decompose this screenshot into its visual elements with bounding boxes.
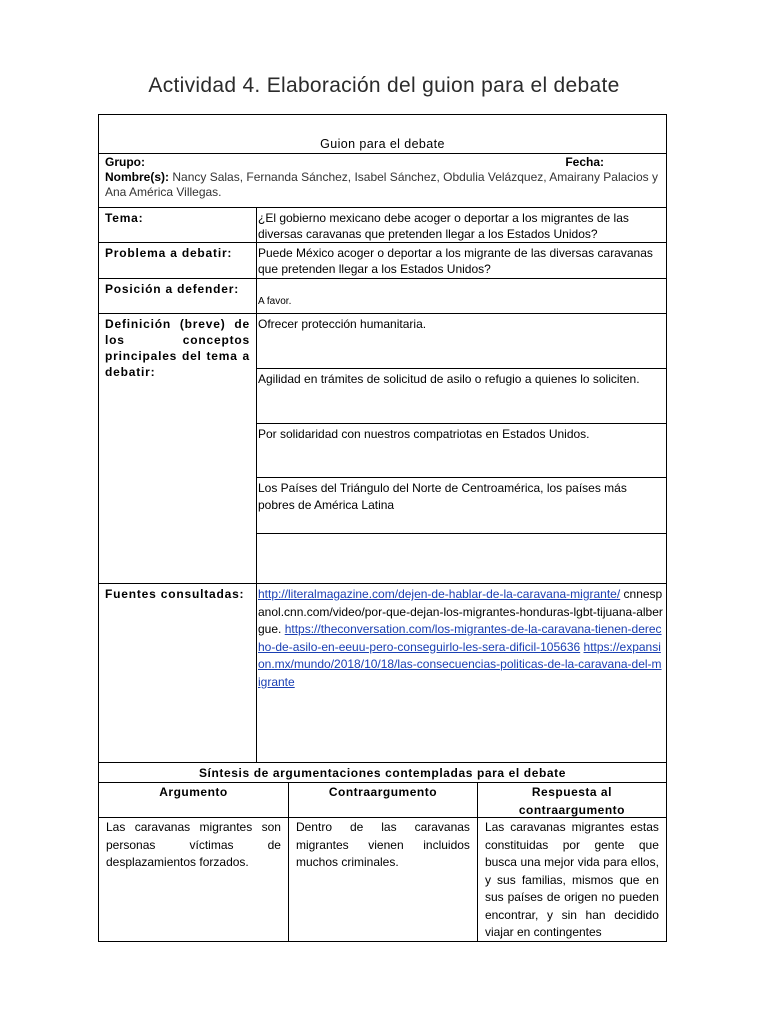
source-link-1[interactable]: http://literalmagazine.com/dejen-de-hablar-de-la-caravana-migrante/ — [258, 587, 621, 601]
debate-script-table — [98, 114, 667, 942]
respuesta-cell: Las caravanas migrantes estas constituidas por gente que busca una mejor vida para ellos, y sus familias, mismos que en sus países de origen no pueden encontrar, y sin han decidido viajar en contingentes — [477, 818, 666, 941]
source-link-2[interactable]: https://theconversation.com/los-migrantes-de-la-caravana-tienen-derecho-de-asilo-en-eeuu-pero-conseguirlo-les-sera-dificil-105636 — [258, 622, 662, 654]
definicion-list — [257, 314, 666, 583]
col-header-respuesta: Respuesta al contraargumento — [477, 783, 666, 817]
posicion-label: Posición a defender: — [99, 279, 257, 313]
problema-value: Puede México acoger o deportar a los migrante de las diversas caravanas que pretenden llegar a los Estados Unidos? — [258, 246, 653, 276]
definicion-item-3: Por solidaridad con nuestros compatriotas en Estados Unidos. — [257, 423, 666, 477]
sintesis-content-row — [99, 817, 666, 941]
fecha-label: Fecha: — [565, 155, 604, 169]
definicion-item-4: Los Países del Triángulo del Norte de Centroamérica, los países más pobres de América Latina — [257, 477, 666, 533]
definicion-item-1: Ofrecer protección humanitaria. — [258, 317, 427, 331]
posicion-row — [99, 278, 666, 313]
tema-value: ¿El gobierno mexicano debe acoger o deportar a los migrantes de las diversas caravanas que pretenden llegar a los Estados Unidos? — [258, 211, 629, 241]
problema-row — [99, 242, 666, 278]
col-header-contraargumento: Contraargumento — [288, 783, 477, 817]
contraargumento-cell: Dentro de las caravanas migrantes vienen incluidos muchos criminales. — [288, 818, 477, 941]
table-caption: Guion para el debate — [320, 137, 445, 151]
definicion-item-5 — [257, 533, 666, 583]
sintesis-header-row — [99, 782, 666, 817]
sintesis-title: Síntesis de argumentaciones contempladas para el debate — [99, 762, 666, 782]
nombres-value: Nancy Salas, Fernanda Sánchez, Isabel Sánchez, Obdulia Velázquez, Amairany Palacios y Ana América Villegas. — [105, 170, 658, 199]
definicion-row — [99, 313, 666, 583]
grupo-label: Grupo: — [105, 155, 145, 169]
col-header-argumento: Argumento — [159, 785, 228, 799]
source-link-3[interactable]: https://expansion.mx/mundo/2018/10/18/las-consecuencias-politicas-de-la-caravana-del-migrante — [258, 639, 662, 689]
fuentes-label: Fuentes consultadas: — [99, 584, 257, 762]
posicion-value: A favor. — [258, 296, 292, 307]
argumento-cell: Las caravanas migrantes son personas víctimas de desplazamientos forzados. — [106, 820, 281, 869]
tema-row — [99, 207, 666, 242]
source-text-2: cnnespanol.cnn.com/video/por-que-dejan-los-migrantes-honduras-lgbt-tijuana-albergue. — [258, 587, 663, 636]
header-block — [99, 153, 666, 207]
fuentes-value — [257, 584, 666, 762]
tema-label: Tema: — [99, 208, 257, 242]
definicion-item-2: Agilidad en trámites de solicitud de asilo o refugio a quienes lo soliciten. — [257, 368, 666, 423]
definicion-label: Definición (breve) de los conceptos principales del tema a debatir: — [99, 314, 257, 583]
nombres-label: Nombre(s): — [105, 170, 170, 184]
fuentes-row — [99, 583, 666, 762]
problema-label: Problema a debatir: — [99, 243, 257, 278]
page-title: Actividad 4. Elaboración del guion para el debate — [148, 74, 620, 97]
